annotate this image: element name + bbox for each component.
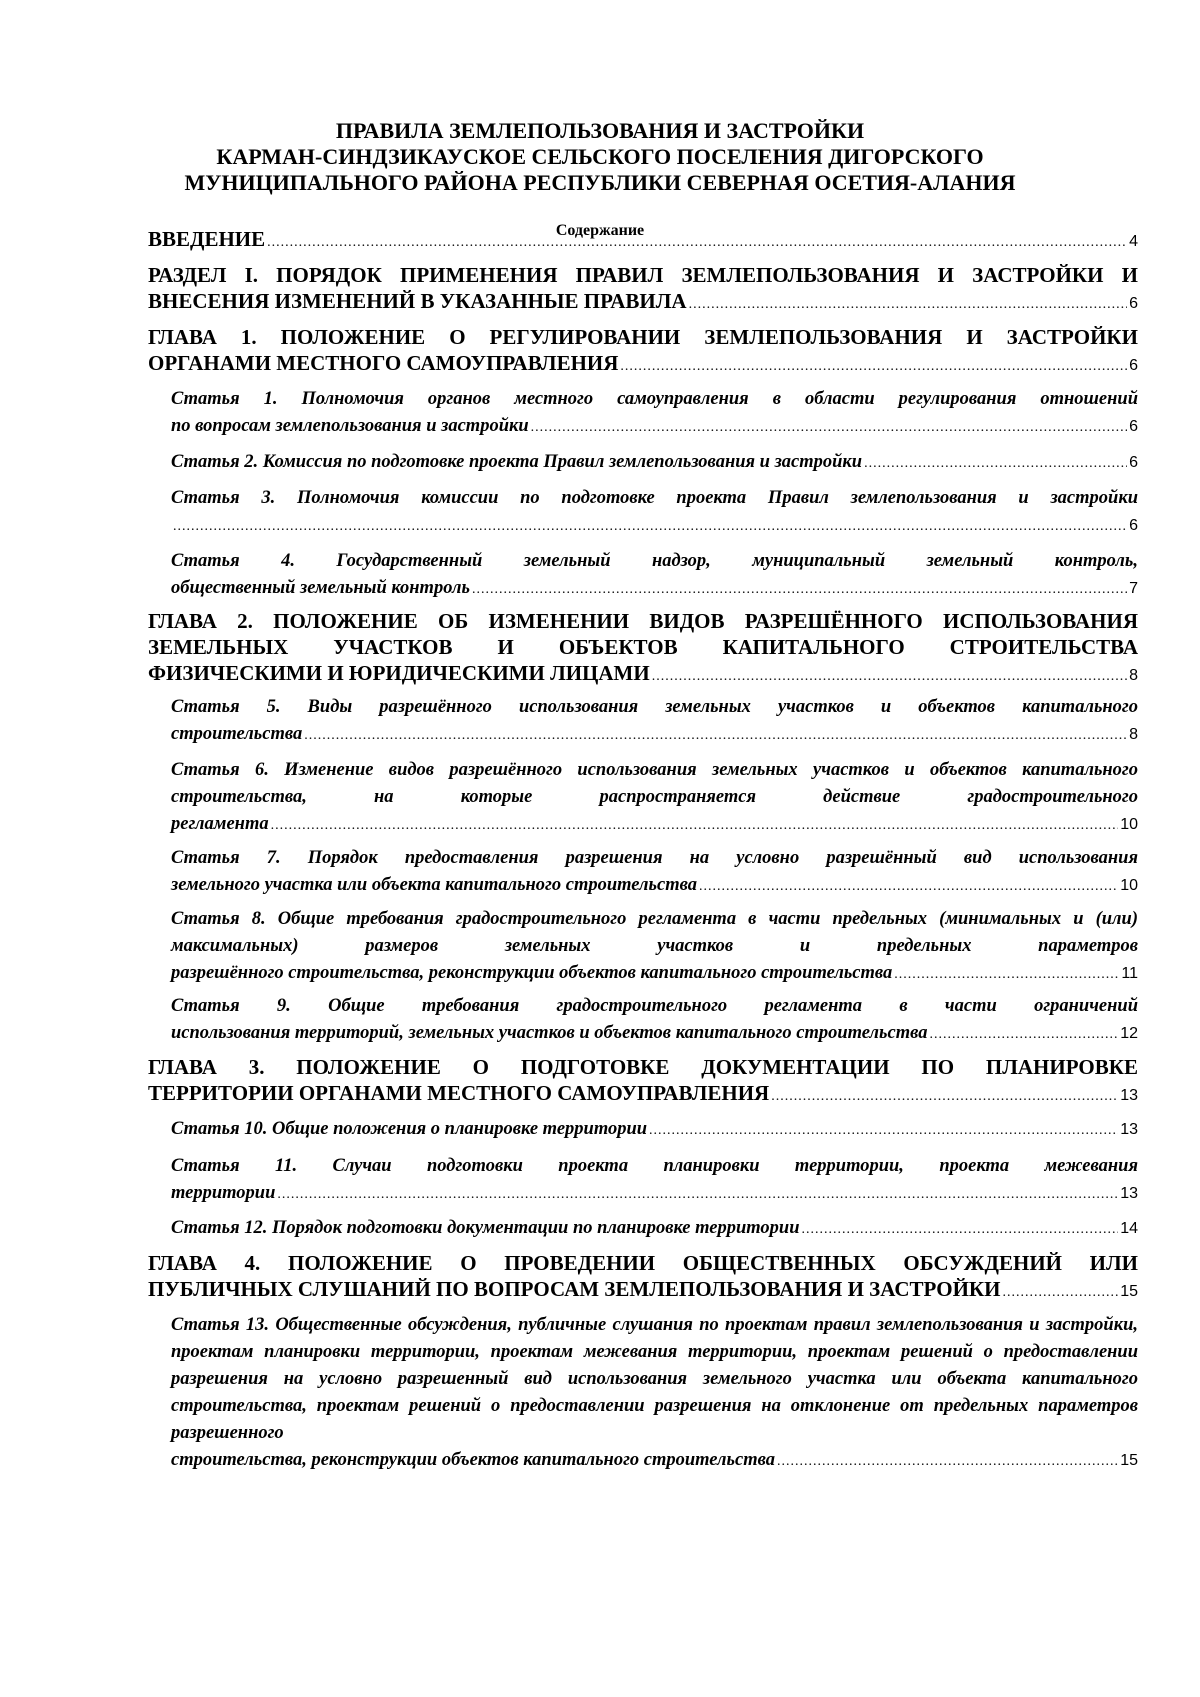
toc-entry-article-7[interactable] (171, 845, 1138, 900)
toc-entry-text: ГЛАВА 1. ПОЛОЖЕНИЕ О РЕГУЛИРОВАНИИ ЗЕМЛЕПОЛЬЗОВАНИЯ И ЗАСТРОЙКИ (148, 325, 1138, 349)
dot-leader (699, 873, 1118, 900)
toc-entry-article-2[interactable] (171, 449, 1138, 477)
toc-entry-article-10[interactable] (171, 1116, 1138, 1144)
toc-entry-article-13[interactable] (171, 1312, 1138, 1475)
toc-entry-last-line: ОРГАНАМИ МЕСТНОГО САМОУПРАВЛЕНИЯ (148, 351, 619, 375)
toc-page-number: 6 (1129, 517, 1138, 534)
toc-entry-last-line: ПУБЛИЧНЫХ СЛУШАНИЙ ПО ВОПРОСАМ ЗЕМЛЕПОЛЬЗОВАНИЯ И ЗАСТРОЙКИ (148, 1277, 1001, 1301)
toc-entry-text: Статья 6. Изменение видов разрешённого использования земельных участков и объектов капитального строительства, на которые распространяется действие градостроительного (171, 760, 1138, 807)
toc-entry-last-line: регламента (171, 814, 269, 834)
toc-entry-last-line: общественный земельный контроль (171, 578, 470, 598)
title-line: ПРАВИЛА ЗЕМЛЕПОЛЬЗОВАНИЯ И ЗАСТРОЙКИ (335, 118, 865, 143)
toc-entry-last-line: земельного участка или объекта капитального строительства (171, 875, 697, 895)
toc-entry-text: Статья 9. Общие требования градостроительного регламента в части ограничений (171, 996, 1138, 1016)
toc-page-number: 8 (1129, 726, 1138, 743)
dot-leader (304, 722, 1127, 749)
dot-leader (1002, 1280, 1118, 1306)
dot-leader (771, 1084, 1118, 1110)
toc-entry-last-line: территории (171, 1183, 276, 1203)
toc-entry-text: ГЛАВА 3. ПОЛОЖЕНИЕ О ПОДГОТОВКЕ ДОКУМЕНТАЦИИ ПО ПЛАНИРОВКЕ (148, 1055, 1138, 1079)
toc-entry-chapter-3[interactable] (148, 1054, 1138, 1110)
toc-entry-last-line: использования территорий, земельных участков и объектов капитального строительства (171, 1023, 928, 1043)
dot-leader (173, 513, 1127, 540)
toc-entry-article-8[interactable] (171, 906, 1138, 988)
dot-leader (620, 354, 1127, 380)
title-line: МУНИЦИПАЛЬНОГО РАЙОНА РЕСПУБЛИКИ СЕВЕРНАЯ ОСЕТИЯ-АЛАНИЯ (184, 170, 1016, 195)
dot-leader (777, 1448, 1118, 1475)
toc-entry-chapter-1[interactable] (148, 324, 1138, 380)
toc-page-number: 13 (1120, 1121, 1138, 1138)
toc-entry-last-line: Статья 10. Общие положения о планировке территории (171, 1119, 648, 1139)
dot-leader (864, 450, 1127, 477)
toc-entry-article-5[interactable] (171, 694, 1138, 749)
dot-leader (689, 292, 1128, 318)
toc-entry-last-line: Статья 2. Комиссия по подготовке проекта Правил землепользования и застройки (171, 452, 863, 472)
dot-leader (277, 1181, 1118, 1208)
toc-page-number: 6 (1129, 418, 1138, 435)
toc-entry-text: Статья 13. Общественные обсуждения, публичные слушания по проектам правил землепользования и застройки, проектам планировки территории, проектам межевания территории, проектам решений о предоставлении разрешения на условно разрешенный вид использования земельного участка или объекта капитального строительства, проектам решений о предоставлении разрешения на отклонение от предельных параметров разрешенного (171, 1315, 1138, 1443)
dot-leader (652, 664, 1127, 690)
toc-entry-article-9[interactable] (171, 993, 1138, 1048)
toc-entry-article-12[interactable] (171, 1215, 1138, 1243)
toc-entry-last-line: по вопросам землепользования и застройки (171, 416, 529, 436)
dot-leader (271, 812, 1119, 839)
toc-page-number: 10 (1120, 877, 1138, 894)
toc-entry-last-line: ТЕРРИТОРИИ ОРГАНАМИ МЕСТНОГО САМОУПРАВЛЕНИЯ (148, 1081, 770, 1105)
toc-page-number: 8 (1129, 667, 1138, 684)
dot-leader (929, 1021, 1118, 1048)
toc-entry-text: Статья 7. Порядок предоставления разрешения на условно разрешённый вид использования (171, 848, 1138, 868)
toc-entry-last-line: ФИЗИЧЕСКИМИ И ЮРИДИЧЕСКИМИ ЛИЦАМИ (148, 661, 650, 685)
toc-entry-last-line: разрешённого строительства, реконструкции объектов капитального строительства (171, 963, 893, 983)
toc-page-number: 6 (1129, 454, 1138, 471)
toc-entry-article-11[interactable] (171, 1153, 1138, 1208)
title-line: КАРМАН-СИНДЗИКАУСКОЕ СЕЛЬСКОГО ПОСЕЛЕНИЯ ДИГОРСКОГО (216, 144, 984, 169)
toc-entry-text: ГЛАВА 2. ПОЛОЖЕНИЕ ОБ ИЗМЕНЕНИИ ВИДОВ РАЗРЕШЁННОГО ИСПОЛЬЗОВАНИЯ ЗЕМЕЛЬНЫХ УЧАСТКОВ И ОБЪЕКТОВ КАПИТАЛЬНОГО СТРОИТЕЛЬСТВА (148, 609, 1138, 659)
dot-leader (894, 961, 1119, 988)
toc-entry-text: Статья 8. Общие требования градостроительного регламента в части предельных (минимальных и (или) максимальных) размеров земельных участков и предельных параметров (171, 909, 1138, 956)
dot-leader (531, 414, 1127, 441)
toc-page-number: 6 (1129, 295, 1138, 312)
toc-entry-text: Статья 3. Полномочия комиссии по подготовке проекта Правил землепользования и застройки (171, 488, 1138, 508)
toc-entry-last-line: ВНЕСЕНИЯ ИЗМЕНЕНИЙ В УКАЗАННЫЕ ПРАВИЛА (148, 289, 687, 313)
toc-page-number: 15 (1120, 1452, 1138, 1469)
toc-entry-article-3[interactable] (171, 485, 1138, 540)
toc-entry-last-line: Статья 12. Порядок подготовки документации по планировке территории (171, 1218, 800, 1238)
dot-leader (267, 230, 1127, 256)
toc-page-number: 6 (1129, 357, 1138, 374)
toc-heading: Содержание (555, 222, 645, 239)
toc-page-number: 7 (1129, 580, 1138, 597)
dot-leader (472, 576, 1127, 603)
toc-page-number: 12 (1120, 1025, 1138, 1042)
toc-page-number: 11 (1121, 965, 1138, 982)
toc-entry-text: Статья 4. Государственный земельный надзор, муниципальный земельный контроль, (171, 551, 1138, 571)
toc-entry-chapter-2[interactable] (148, 608, 1138, 690)
toc-page-number: 13 (1120, 1087, 1138, 1104)
toc-entry-chapter-4[interactable] (148, 1250, 1138, 1306)
toc-page-number: 13 (1120, 1185, 1138, 1202)
toc-entry-last-line: строительства, реконструкции объектов капитального строительства (171, 1450, 775, 1470)
document-title (0, 118, 1200, 196)
toc-page-number: 10 (1120, 816, 1138, 833)
toc-entry-text: Статья 11. Случаи подготовки проекта планировки территории, проекта межевания (171, 1156, 1138, 1176)
toc-entry-text: ГЛАВА 4. ПОЛОЖЕНИЕ О ПРОВЕДЕНИИ ОБЩЕСТВЕННЫХ ОБСУЖДЕНИЙ ИЛИ (148, 1251, 1138, 1275)
toc-entry-article-6[interactable] (171, 757, 1138, 839)
toc-entry-text: Статья 1. Полномочия органов местного самоуправления в области регулирования отношений (171, 389, 1138, 409)
toc-entry-text: Статья 5. Виды разрешённого использования земельных участков и объектов капитального (171, 697, 1138, 717)
toc-page-number: 15 (1120, 1283, 1138, 1300)
toc-entry-article-1[interactable] (171, 386, 1138, 441)
toc-entry-section-1[interactable] (148, 262, 1138, 318)
toc-entry-last-line: строительства (171, 724, 303, 744)
dot-leader (802, 1216, 1119, 1243)
toc-page-number: 14 (1120, 1220, 1138, 1237)
toc-entry-introduction[interactable] (148, 226, 1138, 256)
toc-entry-last-line: ВВЕДЕНИЕ (148, 227, 266, 251)
toc-entry-article-4[interactable] (171, 548, 1138, 603)
dot-leader (649, 1117, 1118, 1144)
toc-page-number: 4 (1129, 233, 1138, 250)
toc-entry-text: РАЗДЕЛ I. ПОРЯДОК ПРИМЕНЕНИЯ ПРАВИЛ ЗЕМЛЕПОЛЬЗОВАНИЯ И ЗАСТРОЙКИ И (148, 263, 1138, 287)
